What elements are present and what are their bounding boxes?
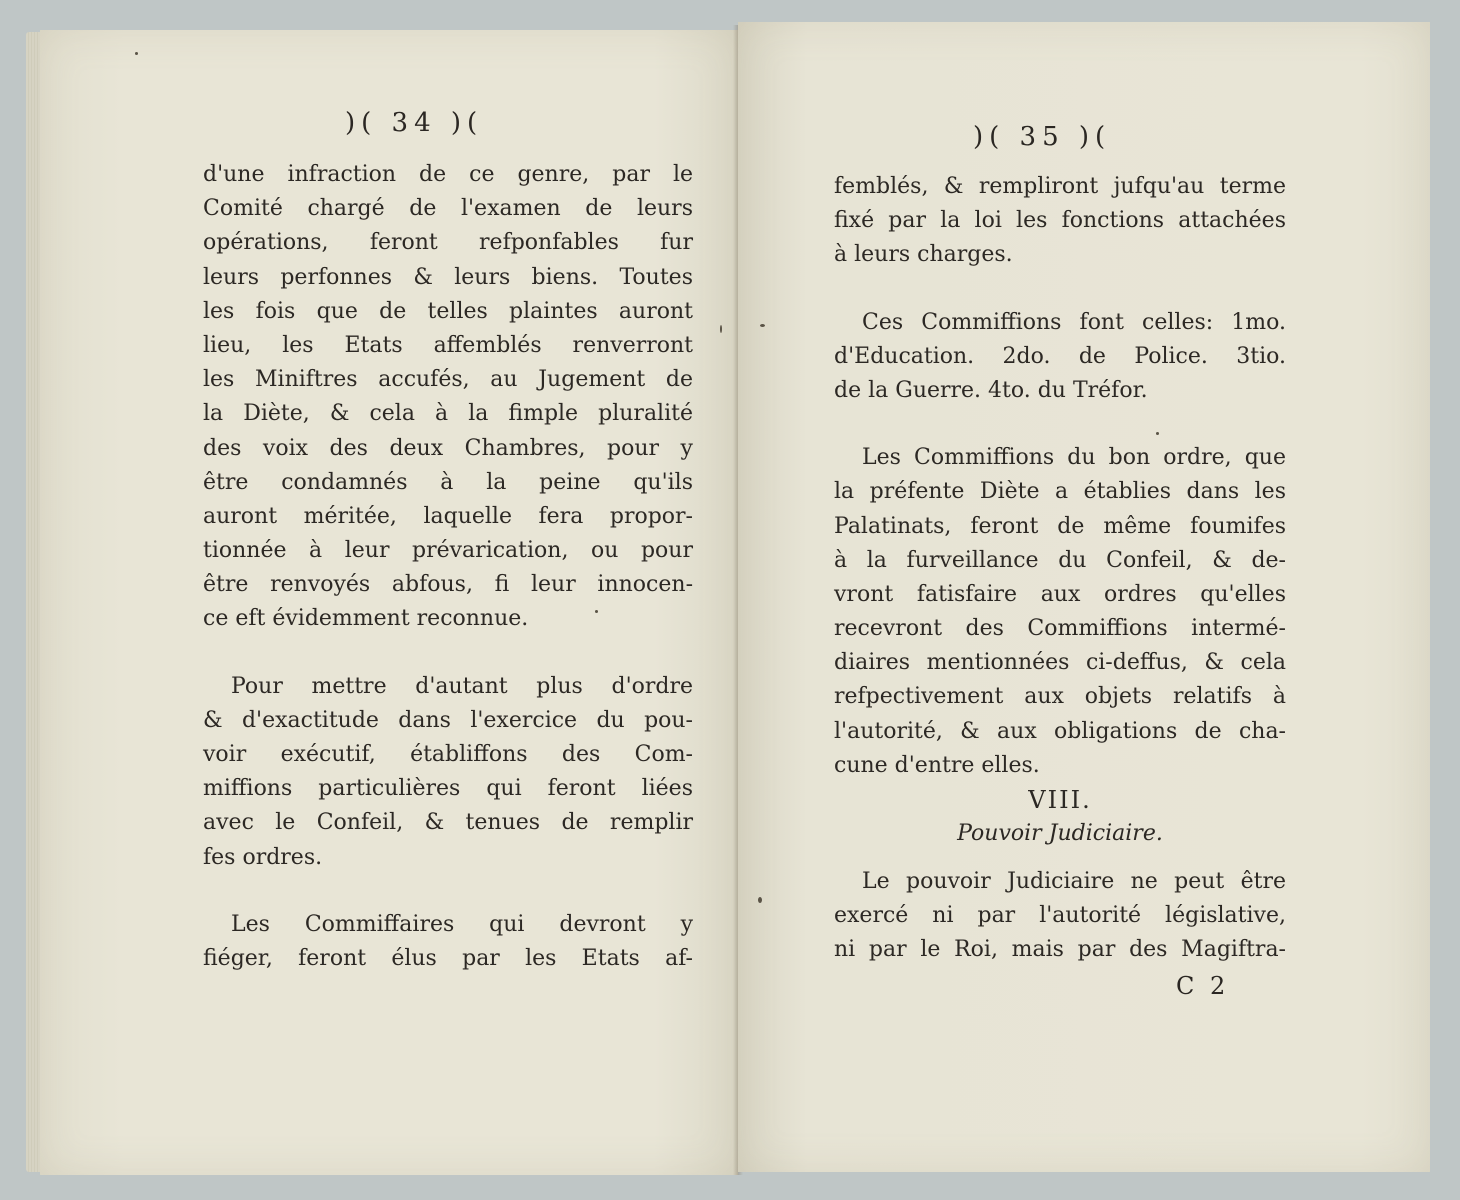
text-line: l'autorité, & aux obligations de cha- [834, 718, 1286, 744]
text-line: d'Education. 2do. de Police. 3tio. [834, 343, 1286, 369]
paragraph-gap [834, 273, 1286, 306]
text-line: vront fatisfaire aux ordres qu'elles [834, 581, 1286, 607]
text-line: Comité chargé de l'examen de leurs [203, 196, 693, 222]
ink-speck [1156, 432, 1159, 435]
right-page [738, 22, 1430, 1172]
text-line: Pour mettre d'autant plus d'ordre [231, 673, 693, 699]
text-line: avec le Confeil, & tenues de remplir [203, 810, 693, 836]
text-line: miffions particulières qui feront liées [203, 776, 693, 802]
page-header-left: )( 34 )( [345, 108, 484, 138]
text-line: & d'exactitude dans l'exercice du pou- [203, 707, 693, 733]
text-line: Palatinats, feront de même foumifes [834, 513, 1286, 539]
text-line: être condamnés à la peine qu'ils [203, 469, 693, 495]
text-line: leurs perfonnes & leurs biens. Toutes [203, 264, 693, 290]
text-line: voir exécutif, établiffons des Com- [203, 742, 693, 767]
ink-speck [760, 324, 765, 327]
text-line: la préfente Diète a établies dans les [834, 479, 1286, 505]
ink-speck [758, 897, 762, 903]
text-line: fiéger, feront élus par les Etats af- [203, 945, 693, 971]
text-line: les fois que de telles plaintes auront [203, 298, 693, 324]
signature-mark: C 2 [1176, 972, 1230, 1000]
text-line: des voix des deux Chambres, pour y [203, 435, 693, 461]
text-line: refpectivement aux objets relatifs à [834, 684, 1286, 710]
text-line: Les Commiffaires qui devront y [231, 911, 693, 937]
text-line: ni par le Roi, mais par des Magiftra- [834, 937, 1286, 963]
text-line: exercé ni par l'autorité législative, [834, 903, 1286, 929]
text-line: à la furveillance du Confeil, & de- [834, 547, 1286, 573]
text-line: d'une infraction de ce genre, par le [203, 162, 693, 187]
text-line: être renvoyés abfous, fi leur innocen- [203, 572, 693, 598]
text-line: de la Guerre. 4to. du Tréfor. [834, 377, 1148, 403]
paragraph-gap [834, 408, 1286, 441]
ink-speck [595, 610, 598, 613]
text-line: auront méritée, laquelle fera propor- [203, 503, 693, 529]
page-header-right: )( 35 )( [973, 122, 1112, 152]
text-line: Les Commiffions du bon ordre, que [862, 445, 1286, 471]
left-page-text [203, 158, 693, 976]
right-page-text [834, 170, 1286, 968]
text-line: diaires mentionnées ci-deffus, & cela [834, 650, 1286, 676]
text-line: ce eft évidemment reconnue. [203, 606, 529, 632]
text-line: lieu, les Etats affemblés renverront [203, 332, 693, 358]
section-title: Pouvoir Judiciaire. [957, 821, 1163, 846]
paragraph-gap [203, 875, 693, 908]
paragraph-gap [203, 637, 693, 670]
text-line: cune d'entre elles. [834, 752, 1040, 778]
text-line: Ces Commiffions font celles: 1mo. [862, 309, 1286, 335]
text-line: fes ordres. [203, 844, 323, 870]
ink-speck [720, 325, 722, 333]
text-line: opérations, feront refponfables fur [203, 230, 693, 256]
left-page [40, 30, 738, 1175]
text-line: les Miniftres accufés, au Jugement de [203, 367, 693, 393]
text-line: femblés, & rempliront jufqu'au terme [834, 174, 1286, 199]
text-line: Le pouvoir Judiciaire ne peut être [862, 869, 1286, 894]
text-line: fixé par la loi les fonctions attachées [834, 208, 1286, 234]
section-number: VIII. [1028, 786, 1092, 814]
text-line: à leurs charges. [834, 242, 1013, 268]
ink-speck [135, 52, 138, 55]
text-line: recevront des Commiffions intermé- [834, 616, 1286, 642]
text-line: la Diète, & cela à la fimple pluralité [203, 401, 693, 427]
paragraph-gap [834, 855, 1286, 865]
text-line: tionnée à leur prévarication, ou pour [203, 538, 693, 564]
